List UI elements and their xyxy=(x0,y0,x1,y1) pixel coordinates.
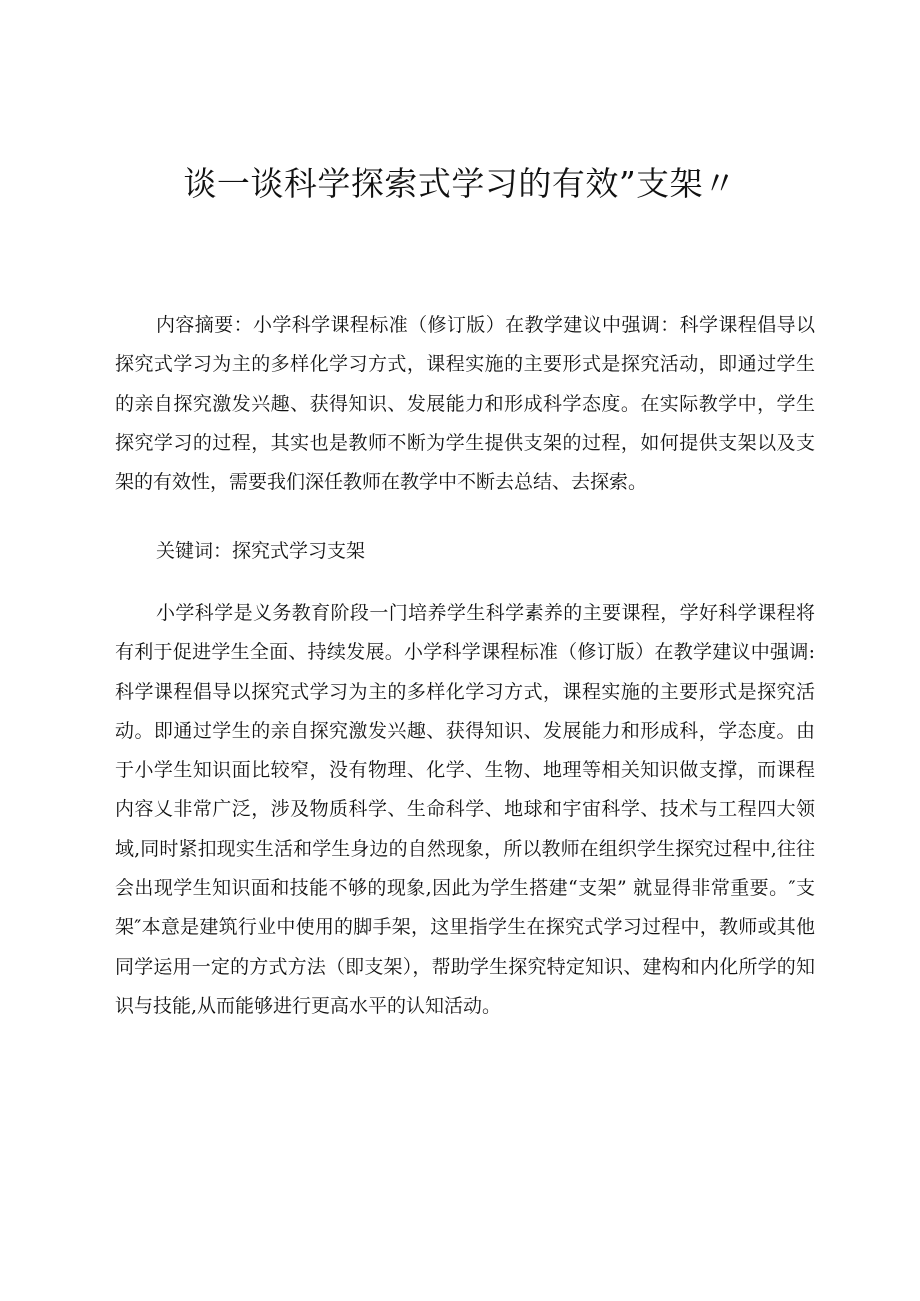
body-paragraph: 小学科学是义务教育阶段一门培养学生科学素养的主要课程，学好科学课程将有利于促进学生全面、持续发展。小学科学课程标准（修订版）在教学建议中强调:科学课程倡导以探究式学习为主的多样化学习方式，课程实施的主要形式是探究活动。即通过学生的亲自探究激发兴趣、获得知识、发展能力和形成科，学态度。由于小学生知识面比较窄，没有物理、化学、生物、地理等相关知识做支撑，而课程内容乂非常广泛，涉及物质科学、生命科学、地球和宇宙科学、技术与工程四大领域,同时紧扣现实生活和学生身边的自然现象，所以教师在组织学生探究过程中,往往会出现学生知识面和技能不够的现象,因此为学生搭建“支架” 就显得非常重要。″支架″本意是建筑行业中使用的脚手架，这里指学生在探究式学习过程中，教师或其他同学运用一定的方式方法（即支架），帮助学生探究特定知识、建构和内化所学的知识与技能,从而能够进行更高水平的认知活动。 xyxy=(115,602,815,1017)
keywords-line: 关键词：探究式学习支架 xyxy=(156,540,366,562)
document-title: 谈一谈科学探索式学习的有效”支架〃 xyxy=(183,164,737,203)
abstract-paragraph: 内容摘要：小学科学课程标准（修订版）在教学建议中强调：科学课程倡导以探究式学习为主的多样化学习方式，课程实施的主要形式是探究活动，即通过学生的亲自探究激发兴趣、获得知识、发展能力和形成科学态度。在实际教学中，学生探究学习的过程，其实也是教师不断为学生提供支架的过程，如何提供支架以及支架的有效性，需要我们深任教师在教学中不断去总结、去探索。 xyxy=(115,314,815,494)
